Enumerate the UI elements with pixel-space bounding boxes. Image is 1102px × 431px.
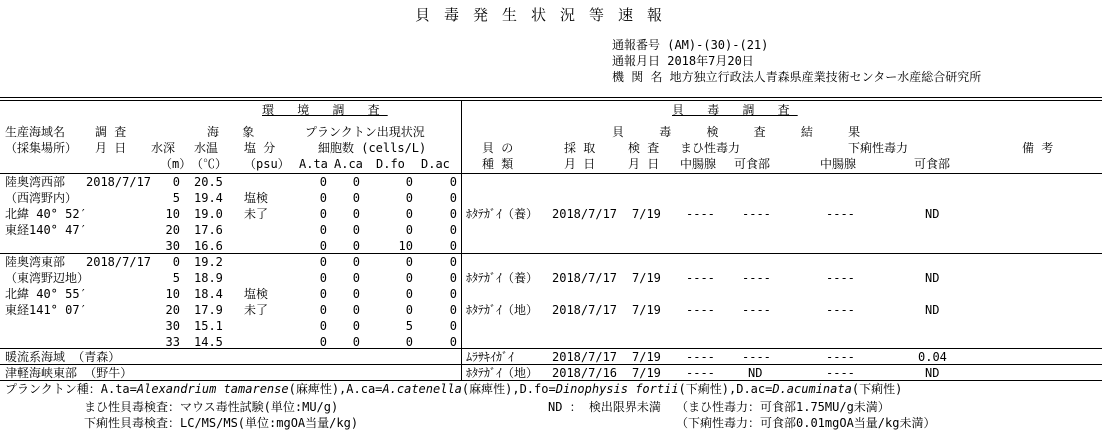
count-fo: 5 [405, 319, 413, 333]
section-shellfish: 貝 毒 調 査 [672, 103, 798, 117]
header-area: 生産海域名 [5, 125, 66, 139]
inspect-date: 7/19 [632, 271, 661, 285]
temperature: 20.5 [194, 175, 223, 189]
count-ta: 0 [319, 207, 327, 221]
station-name: 暖流系海域 （青森） [5, 350, 121, 364]
inspect-date: 7/19 [632, 350, 661, 364]
depth: 30 [165, 319, 180, 333]
count-ac: 0 [449, 255, 457, 269]
dsp-hepato: ---- [826, 271, 855, 285]
count-ac: 0 [449, 319, 457, 333]
depth: 20 [165, 303, 180, 317]
count-fo: 0 [405, 287, 413, 301]
depth: 30 [165, 239, 180, 253]
count-ac: 0 [449, 175, 457, 189]
header-sp-ac: D.ac [421, 157, 450, 171]
station-site: （西湾野内） [5, 191, 78, 205]
count-ac: 0 [449, 303, 457, 317]
temperature: 17.6 [194, 223, 223, 237]
report-number: 通報番号 (AM)-(30)-(21) [612, 38, 769, 52]
salinity-status: 塩検 [244, 287, 269, 301]
salinity-status: 塩検 [244, 191, 269, 205]
temperature: 19.0 [194, 207, 223, 221]
count-ac: 0 [449, 271, 457, 285]
header-sp-fo: D.fo [376, 157, 405, 171]
rule-station3-bottom [0, 364, 1102, 365]
section-environment: 環 境 調 査 [262, 103, 388, 117]
header-edible-dsp: 可食部 [914, 157, 951, 171]
depth: 20 [165, 223, 180, 237]
footnote-dsp-method: 下痢性貝毒検査：LC/MS/MS(単位:mgOA当量/kg) [84, 416, 359, 430]
survey-date: 2018/7/17 [86, 255, 152, 269]
temperature: 17.9 [194, 303, 223, 317]
shellfish-type: ﾎﾀﾃｶﾞｲ（養） [466, 271, 539, 285]
survey-date: 2018/7/17 [86, 175, 152, 189]
header-survey: 調 査 [95, 125, 127, 139]
dsp-edible: ND [925, 303, 940, 317]
temperature: 18.9 [194, 271, 223, 285]
shellfish-type: ﾎﾀﾃｶﾞｲ（養） [466, 207, 539, 221]
temperature: 19.2 [194, 255, 223, 269]
count-ta: 0 [319, 303, 327, 317]
count-ac: 0 [449, 207, 457, 221]
inspect-date: 7/19 [632, 366, 661, 380]
count-ta: 0 [319, 287, 327, 301]
count-ta: 0 [319, 271, 327, 285]
count-fo: 0 [405, 191, 413, 205]
rule-header-bottom [0, 173, 1102, 174]
count-ta: 0 [319, 335, 327, 349]
count-ca: 0 [352, 335, 360, 349]
station-name: 津軽海峡東部 （野牛） [5, 366, 133, 380]
dsp-hepato: ---- [826, 207, 855, 221]
header-psp: まひ性毒力 [680, 141, 741, 155]
psp-edible: ---- [742, 207, 771, 221]
collect-date: 2018/7/17 [552, 207, 618, 221]
header-inspect: 検 査 [628, 141, 660, 155]
psp-edible: ---- [742, 350, 771, 364]
header-salinity: 塩 分 [244, 141, 276, 155]
count-fo: 0 [405, 335, 413, 349]
collect-date: 2018/7/17 [552, 271, 618, 285]
depth: 10 [165, 207, 180, 221]
depth: 0 [172, 175, 180, 189]
footnote-plankton-species: プランクトン種：A.ta=Alexandrium tamarense(麻痺性),A.ca=A.catenella(麻痺性),D.fo=Dinophysis fortii(下痢性),D.ac=D.acuminata(下痢性) [5, 382, 903, 396]
count-ac: 0 [449, 239, 457, 253]
count-ca: 0 [352, 207, 360, 221]
footnote-psp-method: まひ性貝毒検査：マウス毒性試験(単位:MU/g) [84, 400, 339, 414]
count-fo: 0 [405, 271, 413, 285]
count-ta: 0 [319, 223, 327, 237]
header-sp-ca: A.ca [334, 157, 363, 171]
header-depth: 水深 [151, 141, 176, 155]
station-name: 陸奥湾西部 [5, 175, 66, 189]
count-ca: 0 [352, 255, 360, 269]
count-ac: 0 [449, 191, 457, 205]
count-ca: 0 [352, 239, 360, 253]
header-results: 貝 毒 検 査 結 果 [612, 125, 875, 139]
count-ta: 0 [319, 255, 327, 269]
psp-hepato: ---- [686, 366, 715, 380]
psp-hepato: ---- [686, 350, 715, 364]
count-fo: 0 [405, 175, 413, 189]
station-lat: 北緯 40° 55′ [5, 287, 87, 301]
salinity-status: 未了 [244, 207, 269, 221]
report-agency: 機 関 名 地方独立行政法人青森県産業技術センター水産総合研究所 [612, 70, 982, 84]
depth: 5 [172, 191, 180, 205]
header-inspect-md: 月 日 [628, 157, 660, 171]
station-lon: 東経140° 47′ [5, 223, 87, 237]
count-fo: 10 [398, 239, 413, 253]
count-ac: 0 [449, 223, 457, 237]
shellfish-type: ﾑﾗｻｷｲｶﾞｲ [466, 350, 515, 364]
depth: 5 [172, 271, 180, 285]
dsp-edible: ND [925, 366, 940, 380]
footnote-nd: ND ： 検出限界未満 [548, 400, 661, 414]
station-lon: 東経141° 07′ [5, 303, 87, 317]
temperature: 18.4 [194, 287, 223, 301]
dsp-hepato: ---- [826, 350, 855, 364]
rule-top-2 [0, 100, 1102, 101]
count-ca: 0 [352, 175, 360, 189]
count-ca: 0 [352, 271, 360, 285]
temperature: 15.1 [194, 319, 223, 333]
depth: 0 [172, 255, 180, 269]
count-ta: 0 [319, 191, 327, 205]
count-fo: 0 [405, 223, 413, 237]
psp-edible: ---- [742, 303, 771, 317]
header-hepato-dsp: 中腸腺 [820, 157, 857, 171]
dsp-hepato: ---- [826, 366, 855, 380]
shellfish-type: ﾎﾀﾃｶﾞｲ（地） [466, 366, 539, 380]
count-ta: 0 [319, 319, 327, 333]
header-sea: 海 象 [207, 125, 263, 139]
count-ca: 0 [352, 223, 360, 237]
header-plankton: プランクトン出現状況 [305, 125, 425, 139]
temperature: 19.4 [194, 191, 223, 205]
salinity-status: 未了 [244, 303, 269, 317]
psp-hepato: ---- [686, 271, 715, 285]
count-ta: 0 [319, 239, 327, 253]
page-title: 貝毒発生状況等速報 [415, 6, 677, 24]
station-site: （東湾野辺地） [5, 271, 90, 285]
header-remarks: 備 考 [1022, 141, 1054, 155]
psp-hepato: ---- [686, 207, 715, 221]
inspect-date: 7/19 [632, 207, 661, 221]
temperature: 14.5 [194, 335, 223, 349]
header-sp-ta: A.ta [299, 157, 328, 171]
header-edible-psp: 可食部 [734, 157, 771, 171]
header-dsp: 下痢性毒力 [848, 141, 909, 155]
count-fo: 0 [405, 207, 413, 221]
rule-station1-bottom [0, 253, 1102, 254]
header-temp-unit: （℃） [191, 157, 228, 171]
dsp-edible: ND [925, 271, 940, 285]
count-fo: 0 [405, 303, 413, 317]
rule-station4-bottom [0, 380, 1102, 381]
count-ca: 0 [352, 191, 360, 205]
header-site: （採集場所） [5, 141, 78, 155]
shellfish-type: ﾎﾀﾃｶﾞｲ（地） [466, 303, 539, 317]
station-name: 陸奥湾東部 [5, 255, 66, 269]
footnote-dsp-limit: （下痢性毒力：可食部0.01mgOA当量/kg未満） [676, 416, 936, 430]
collect-date: 2018/7/17 [552, 350, 618, 364]
count-ca: 0 [352, 287, 360, 301]
collect-date: 2018/7/16 [552, 366, 618, 380]
psp-edible: ---- [742, 271, 771, 285]
header-collect: 採 取 [564, 141, 596, 155]
station-lat: 北緯 40° 52′ [5, 207, 87, 221]
count-fo: 0 [405, 255, 413, 269]
temperature: 16.6 [194, 239, 223, 253]
count-ta: 0 [319, 175, 327, 189]
header-shell: 貝 の [482, 141, 514, 155]
count-ca: 0 [352, 319, 360, 333]
psp-edible: ND [748, 366, 763, 380]
count-ac: 0 [449, 287, 457, 301]
header-temp: 水温 [194, 141, 219, 155]
inspect-date: 7/19 [632, 303, 661, 317]
dsp-edible: ND [925, 207, 940, 221]
header-salinity-unit: （psu） [244, 157, 290, 171]
rule-top [0, 97, 1102, 98]
header-depth-unit: （m） [160, 157, 192, 171]
header-hepato-psp: 中腸腺 [680, 157, 717, 171]
count-ca: 0 [352, 303, 360, 317]
count-ac: 0 [449, 335, 457, 349]
depth: 33 [165, 335, 180, 349]
depth: 10 [165, 287, 180, 301]
dsp-hepato: ---- [826, 303, 855, 317]
dsp-edible: 0.04 [918, 350, 947, 364]
header-month-day: 月 日 [95, 141, 127, 155]
divider-vertical [461, 101, 462, 380]
report-date: 通報月日 2018年7月20日 [612, 54, 754, 68]
psp-hepato: ---- [686, 303, 715, 317]
footnote-psp-limit: （まひ性毒力：可食部1.75MU/g未満） [676, 400, 890, 414]
header-cells: 細胞数 (cells/L) [318, 141, 427, 155]
header-collect-md: 月 日 [564, 157, 596, 171]
collect-date: 2018/7/17 [552, 303, 618, 317]
header-shell-type: 種 類 [482, 157, 514, 171]
